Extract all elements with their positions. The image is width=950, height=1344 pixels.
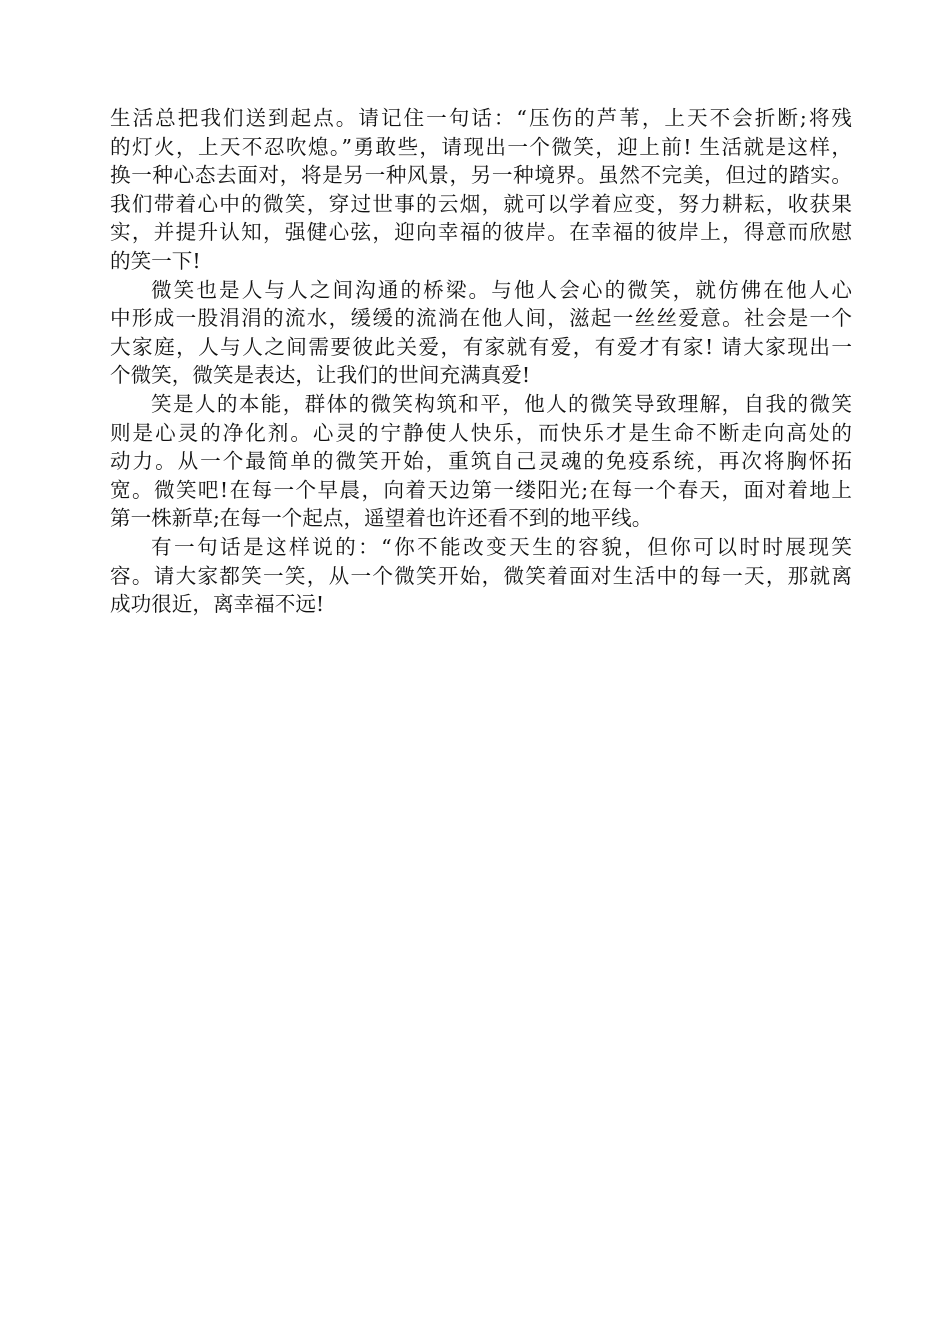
- text-line: 笑是人的本能，群体的微笑构筑和平，他人的微笑导致理解，自我的微笑: [151, 391, 852, 416]
- text-line: 有一句话是这样说的：“你不能改变天生的容貌，但你可以时时展现笑: [151, 534, 852, 559]
- text-line: 换一种心态去面对，将是另一种风景，另一种境界。虽然不完美，但过的踏实。: [110, 163, 852, 188]
- paragraph-2: [110, 276, 852, 390]
- text-line: 容。请大家都笑一笑，从一个微笑开始，微笑着面对生活中的每一天，那就离: [110, 563, 852, 588]
- text-line: 成功很近，离幸福不远!: [110, 592, 325, 617]
- document-body: [110, 104, 852, 619]
- text-line: 个微笑，微笑是表达，让我们的世间充满真爱!: [110, 363, 531, 388]
- text-line: 实，并提升认知，强健心弦，迎向幸福的彼岸。在幸福的彼岸上，得意而欣慰: [110, 220, 852, 245]
- text-line: 宽。微笑吧!在每一个早晨，向着天边第一缕阳光;在每一个春天，面对着地上: [110, 477, 852, 502]
- text-line: 中形成一股涓涓的流水，缓缓的流淌在他人间，滋起一丝丝爱意。社会是一个: [110, 306, 852, 331]
- text-line: 我们带着心中的微笑，穿过世事的云烟，就可以学着应变，努力耕耘，收获果: [110, 191, 852, 216]
- paragraph-1: [110, 104, 852, 276]
- text-line: 第一株新草;在每一个起点，遥望着也许还看不到的地平线。: [110, 506, 653, 531]
- text-line: 的笑一下!: [110, 248, 201, 273]
- text-line: 的灯火，上天不忍吹熄。”勇敢些，请现出一个微笑，迎上前! 生活就是这样，: [110, 134, 852, 159]
- text-line: 则是心灵的净化剂。心灵的宁静使人快乐，而快乐才是生命不断走向高处的: [110, 420, 852, 445]
- text-line: 大家庭，人与人之间需要彼此关爱，有家就有爱，有爱才有家! 请大家现出一: [110, 334, 852, 359]
- paragraph-3: [110, 390, 852, 533]
- text-line: 生活总把我们送到起点。请记住一句话：“压伤的芦苇，上天不会折断;将残: [110, 106, 852, 130]
- text-line: 微笑也是人与人之间沟通的桥梁。与他人会心的微笑，就仿佛在他人心: [151, 277, 852, 302]
- text-line: 动力。从一个最简单的微笑开始，重筑自己灵魂的免疫系统，再次将胸怀拓: [110, 449, 852, 474]
- paragraph-4: [110, 533, 852, 619]
